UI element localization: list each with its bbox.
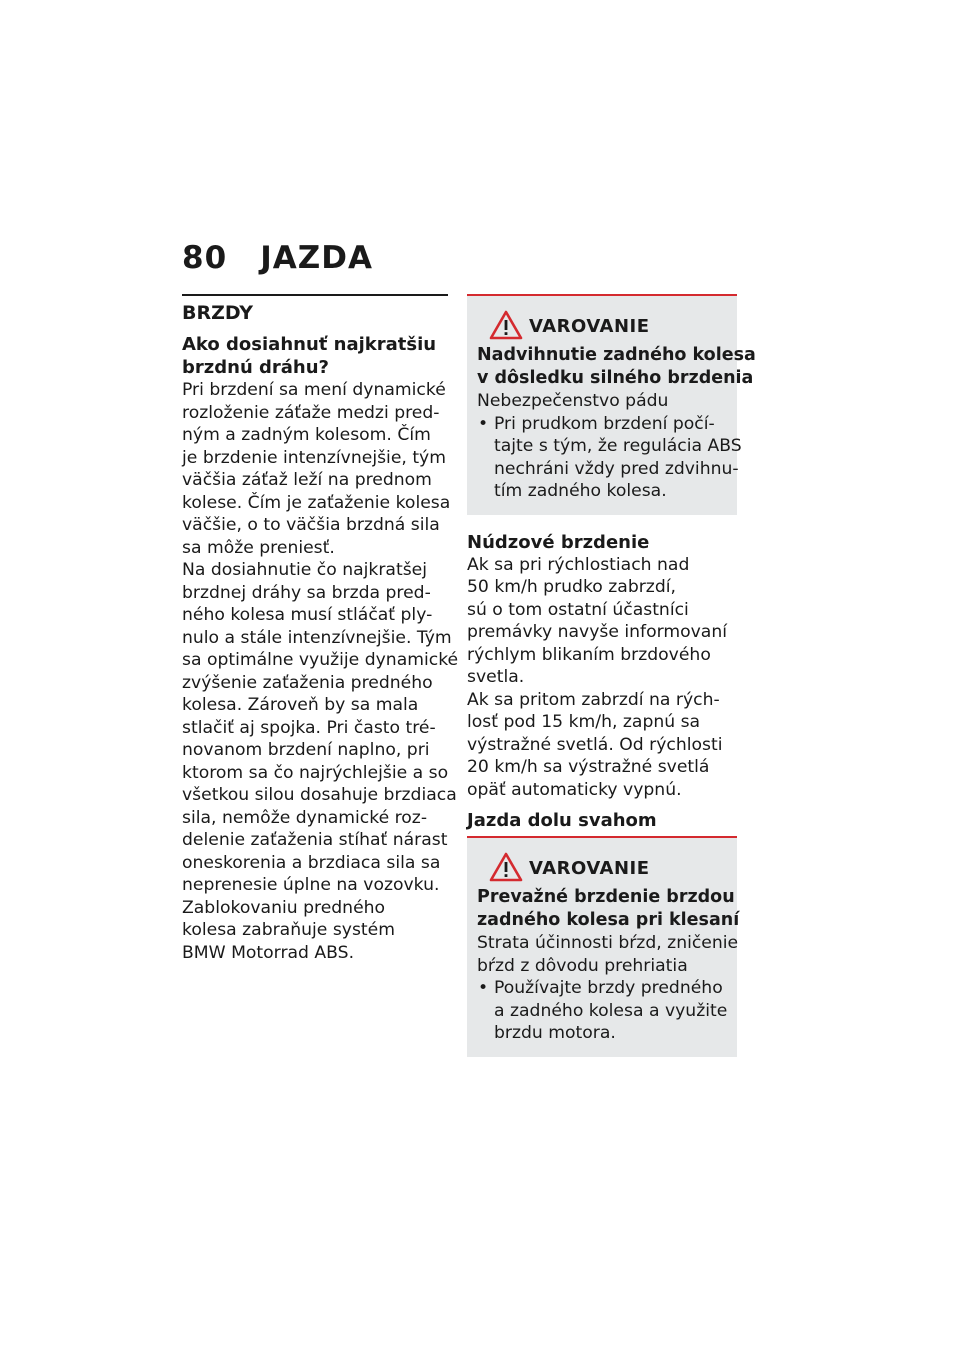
warning-cause: Nebezpečenstvo pádu — [477, 391, 669, 411]
warning-bullet — [477, 977, 727, 1045]
body-line: oneskorenia a brzdiaca sila sa — [182, 852, 441, 873]
warning-label: VAROVANIE — [529, 316, 650, 337]
body-line: väčšia záťaž leží na prednom — [182, 470, 432, 490]
question-heading — [182, 333, 448, 379]
chapter-title: JAZDA — [260, 240, 373, 276]
bullet-line: brzdu motora. — [494, 1023, 616, 1043]
warning-box-rear-wheel-lift — [467, 294, 756, 515]
question-line: Ako dosiahnuť najkratšiu — [182, 334, 437, 355]
body-line: všetkou silou dosahuje brzdiaca — [182, 785, 457, 805]
body-line: novanom brzdení naplno, pri — [182, 740, 430, 760]
body-line: rozloženie záťaže medzi pred- — [182, 402, 440, 423]
body-line: stlačiť aj spojka. Pri často tré- — [182, 717, 436, 738]
body-line: väčšie, o to väčšia brzdná sila — [182, 515, 440, 535]
body-line: kolese. Čím je zaťaženie kolesa — [182, 492, 451, 513]
emergency-line: losť pod 15 km/h, zapnú sa — [467, 712, 701, 732]
body-line: ného kolesa musí stláčať ply- — [182, 605, 433, 625]
body-line: kolesa. Zároveň by sa mala — [182, 695, 419, 715]
emergency-braking-text — [467, 554, 737, 802]
warning-title-line: zadného kolesa pri klesaní — [477, 910, 740, 930]
body-line: delenie zaťaženia stíhať nárast — [182, 830, 448, 850]
warning-title-line: v dôsledku silného brzdenia — [477, 368, 754, 388]
body-line: zvýšenie zaťaženia predného — [182, 672, 433, 693]
warning-title — [477, 886, 740, 932]
bullet-line: nechráni vždy pred zdvihnu- — [494, 458, 739, 479]
body-line: neprenesie úplne na vozovku. — [182, 875, 440, 895]
cause-line: Strata účinnosti bŕzd, zničenie — [477, 933, 739, 953]
warning-box-downhill — [467, 836, 740, 1057]
warning-label: VAROVANIE — [529, 858, 650, 879]
warning-cause — [477, 932, 739, 977]
body-line: je brzdenie intenzívnejšie, tým — [182, 447, 446, 468]
bullet-dot: • — [478, 413, 489, 434]
emergency-line: 50 km/h prudko zabrzdí, — [467, 577, 676, 597]
bullet-line: a zadného kolesa a využite — [494, 1000, 728, 1021]
body-line: brzdnej dráhy sa brzda pred- — [182, 582, 431, 603]
body-line: Na dosiahnutie čo najkratšej — [182, 560, 427, 580]
emergency-line: Ak sa pritom zabrzdí na rých- — [467, 689, 720, 710]
emergency-line: 20 km/h sa výstražné svetlá — [467, 757, 710, 777]
warning-title — [477, 344, 756, 390]
emergency-line: premávky navyše informovaní — [467, 622, 727, 642]
body-line: BMW Motorrad ABS. — [182, 942, 355, 963]
question-line: brzdnú dráhu? — [182, 357, 329, 378]
body-line: Pri brzdení sa mení dynamické — [182, 380, 446, 400]
warning-header — [477, 310, 727, 340]
bullet-dot: • — [478, 978, 489, 998]
body-line: ktorom sa čo najrýchlejšie a so — [182, 762, 449, 783]
warning-title-line: Prevažné brzdenie brzdou — [477, 887, 735, 907]
body-line: sa optimálne využije dynamické — [182, 650, 459, 670]
body-line: sila, nemôže dynamické roz- — [182, 807, 428, 828]
emergency-braking-heading: Núdzové brzdenie — [467, 531, 650, 553]
warning-header — [477, 852, 727, 882]
body-line: nulo a stále intenzívnejšie. Tým — [182, 627, 452, 648]
brakes-body-text — [182, 379, 459, 964]
bullet-line: Pri prudkom brzdení počí- — [494, 413, 715, 434]
section-title: BRZDY — [182, 302, 254, 324]
warning-title-line: Nadvihnutie zadného kolesa — [477, 345, 756, 365]
page-header — [182, 240, 373, 276]
emergency-line: sú o tom ostatní účastníci — [467, 599, 689, 620]
downhill-heading: Jazda dolu svahom — [467, 810, 657, 831]
emergency-line: opäť automaticky vypnú. — [467, 779, 682, 800]
bullet-line: tím zadného kolesa. — [494, 481, 667, 501]
bullet-line: tajte s tým, že regulácia ABS — [494, 436, 742, 456]
section-rule — [182, 294, 448, 296]
bullet-line: Používajte brzdy predného — [494, 978, 723, 998]
emergency-line: rýchlym blikaním brzdového — [467, 644, 711, 665]
page-number: 80 — [182, 240, 228, 276]
warning-triangle-icon — [489, 310, 523, 340]
warning-triangle-icon — [489, 852, 523, 882]
right-column — [467, 294, 756, 1057]
emergency-line: výstražné svetlá. Od rýchlosti — [467, 734, 723, 755]
left-column — [182, 294, 459, 964]
body-line: sa môže preniesť. — [182, 537, 335, 558]
emergency-line: Ak sa pri rýchlostiach nad — [467, 554, 690, 575]
emergency-line: svetla. — [467, 667, 525, 687]
body-line: Zablokovaniu predného — [182, 897, 386, 918]
body-line: kolesa zabraňuje systém — [182, 920, 395, 940]
body-line: ným a zadným kolesom. Čím — [182, 425, 431, 445]
warning-bullet — [477, 413, 742, 503]
cause-line: bŕzd z dôvodu prehriatia — [477, 955, 688, 976]
